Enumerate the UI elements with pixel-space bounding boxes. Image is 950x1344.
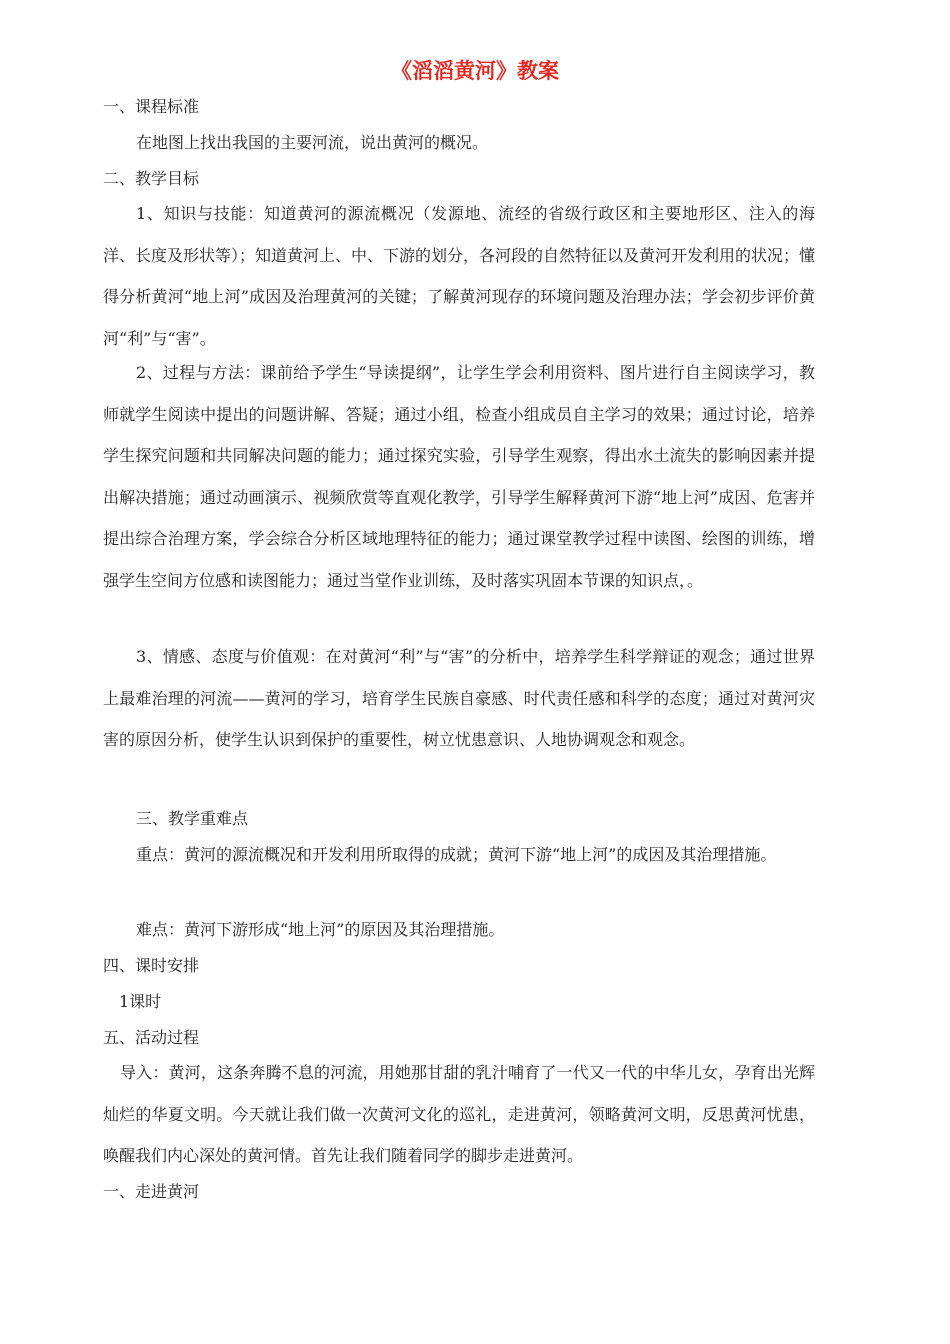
curriculum-standard-text: 在地图上找出我国的主要河流，说出黄河的概况。 [136,133,489,152]
section-heading-class-hours: 四、课时安排 [103,956,200,975]
difficult-point-text: 难点：黄河下游形成“地上河”的原因及其治理措施。 [136,920,505,939]
key-point-text: 重点：黄河的源流概况和开发利用所取得的成就；黄河下游“地上河”的成因及其治理措施。 [136,845,777,864]
goal-knowledge-skills: 1、知识与技能：知道黄河的源流概况（发源地、流经的省级行政区和主要地形区、注入的海洋、长度及形状等）；知道黄河上、中、下游的划分，各河段的自然特征以及黄河开发利用的状况；懂得分析黄河“地上河”成因及治理黄河的关键；了解黄河现存的环境问题及治理办法；学会初步评价黄河“利”与“害”。 [103,204,816,348]
section-heading-teaching-goals: 二、教学目标 [103,169,200,188]
section-heading-key-difficult-points: 三、教学重难点 [136,809,249,828]
introduction-paragraph: 导入：黄河，这条奔腾不息的河流，用她那甘甜的乳汁哺育了一代又一代的中华儿女，孕育出光辉灿烂的华夏文明。今天就让我们做一次黄河文化的巡礼，走进黄河，领略黄河文明，反思黄河忧患，唤醒我们内心深处的黄河情。首先让我们随着同学的脚步走进黄河。 [103,1063,815,1165]
section-heading-curriculum-standard: 一、课程标准 [103,97,200,116]
document-title: 《滔滔黄河》教案 [391,59,559,83]
section-heading-enter-yellow-river: 一、走进黄河 [103,1182,200,1201]
class-hours-text: 1课时 [119,992,162,1011]
section-heading-activity-process: 五、活动过程 [103,1028,200,1047]
goal-process-methods: 2、过程与方法：课前给予学生“导读提纲”，让学生学会利用资料、图片进行自主阅读学习，教师就学生阅读中提出的问题讲解、答疑；通过小组，检查小组成员自主学习的效果；通过讨论，培养学生探究问题和共同解决问题的能力；通过探究实验，引导学生观察，得出水土流失的影响因素并提出解决措施；通过动画演示、视频欣赏等直观化教学，引导学生解释黄河下游“地上河”成因、危害并提出综合治理方案，学会综合分析区域地理特征的能力；通过课堂教学过程中读图、绘图的训练，增强学生空间方位感和读图能力；通过当堂作业训练，及时落实巩固本节课的知识点，。 [103,363,815,590]
goal-emotion-attitude-values: 3、情感、态度与价值观：在对黄河“利”与“害”的分析中，培养学生科学辩证的观念；通过世界上最难治理的河流——黄河的学习，培育学生民族自豪感、时代责任感和科学的态度；通过对黄河灾害的原因分析，使学生认识到保护的重要性，树立忧患意识、人地协调观念和观念。 [103,647,815,749]
